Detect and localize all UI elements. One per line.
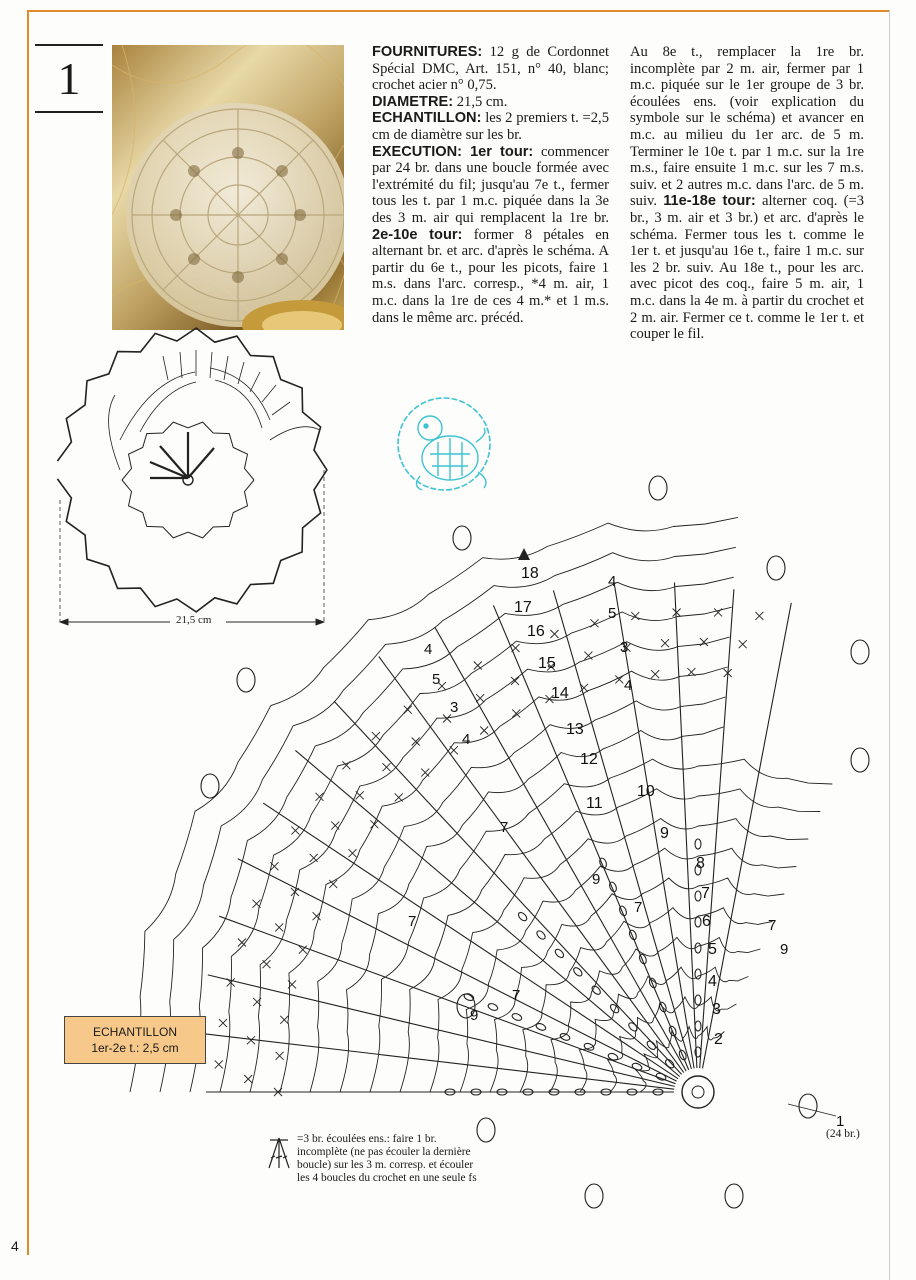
svg-text:9: 9 (470, 1007, 479, 1024)
chart-chain-stitch (695, 995, 701, 1005)
chart-single-crochet (584, 652, 592, 660)
chart-stitch-column (675, 583, 697, 1069)
chart-chain-stitch (627, 1021, 638, 1032)
round-label-5: 5 (708, 941, 717, 958)
echantillon-box-value: 1er-2e t.: 2,5 cm (91, 1041, 179, 1055)
chart-single-crochet (383, 763, 391, 771)
chart-chain-stitch (487, 1002, 499, 1011)
chart-single-crochet (276, 1052, 284, 1060)
round-label-7: 7 (701, 885, 710, 902)
chart-single-crochet (349, 849, 357, 857)
round-label-14: 14 (551, 685, 569, 702)
chart-picot (649, 476, 667, 500)
round-label-18: 18 (521, 565, 539, 582)
chart-single-crochet (739, 640, 747, 648)
chart-single-crochet (511, 677, 519, 685)
crochet-chart (130, 476, 869, 1208)
chart-single-crochet (331, 822, 339, 830)
svg-text:4: 4 (462, 731, 471, 748)
chart-picot (851, 640, 869, 664)
round-label-10: 10 (637, 783, 655, 800)
outline-inner-details (109, 350, 320, 538)
svg-text:9: 9 (592, 871, 601, 888)
echantillon-label: ECHANTILLON: (372, 110, 482, 127)
chart-single-crochet (356, 791, 364, 799)
chart-single-crochet (372, 732, 380, 740)
chart-chain-stitch (664, 1058, 675, 1069)
chart-single-crochet (700, 638, 708, 646)
svg-text:4: 4 (424, 641, 433, 658)
chart-chain-stitch (695, 1021, 701, 1031)
chart-chain-stitch (628, 929, 637, 941)
chart-stitch-column (379, 657, 684, 1073)
chart-center-ring (682, 1076, 714, 1108)
svg-text:7: 7 (408, 913, 417, 930)
round-label-6: 6 (702, 913, 711, 930)
svg-text:7: 7 (768, 917, 777, 934)
round-label-3: 3 (712, 1001, 721, 1018)
chart-round-arc (430, 819, 808, 1093)
chart-chain-stitch (554, 948, 565, 959)
turtle-stamp (398, 398, 490, 490)
chart-chain-stitch (535, 929, 546, 940)
chart-picot (585, 1184, 603, 1208)
dimension-guides (60, 470, 324, 622)
chart-single-crochet (342, 761, 350, 769)
chart-round-arc (400, 789, 820, 1092)
chart-round-arc (130, 517, 738, 1092)
chart-single-crochet (280, 1016, 288, 1024)
tour11-label: 11e-18e tour: (663, 193, 756, 210)
chart-single-crochet (244, 1075, 252, 1083)
chart-single-crochet (651, 670, 659, 678)
chart-chain-stitch (648, 977, 657, 989)
three-dc-cluster-icon (266, 1136, 292, 1172)
tour2-text: former 8 pétales en alternant br. et arc. d'après le schéma. A partir du 6e t., pour les picots, faire 1 m.s. dans l'arc. corresp., *4 m. air, 1 m.c. dans la 1re de ces 4 m.* et 1 m.s. dans le même arc. précéd. (372, 226, 609, 326)
chart-picot (477, 1118, 495, 1142)
chart-single-crochet (310, 854, 318, 862)
chart-round-labels (514, 565, 844, 1130)
chart-chain-stitch (517, 911, 528, 922)
round-label-12: 12 (580, 751, 598, 768)
chart-single-crochet (275, 923, 283, 931)
chart-single-crochet (263, 960, 271, 968)
chart-single-crochet (480, 727, 488, 735)
chart-single-crochet (450, 746, 458, 754)
chart-single-crochet (673, 609, 681, 617)
chart-stitch-column (238, 859, 677, 1081)
chart-chain-stitch (695, 969, 701, 979)
svg-text:3: 3 (450, 699, 459, 716)
svg-text:4: 4 (624, 677, 633, 694)
chart-single-crochet (755, 612, 763, 620)
chart-single-crochet (253, 900, 261, 908)
round-label-17: 17 (514, 599, 532, 616)
svg-text:4: 4 (608, 573, 617, 590)
chart-single-crochet (476, 694, 484, 702)
chart-single-crochet (247, 1036, 255, 1044)
chart-single-crochet (714, 608, 722, 616)
chart-single-crochet (421, 769, 429, 777)
round-label-2: 2 (714, 1031, 723, 1048)
chart-picot (725, 1184, 743, 1208)
chart-round-arc (310, 697, 726, 1092)
col2-text-b: alterner coq. (=3 br., 3 m. air et 3 br.) et arc. d'après le schéma. Fermer tous les t. comme le 1er t. et jusqu'au 16e t., faire 1 m.c. sur les 2 br. suiv. Au 18e t., pour les arc. avec picot des coq., faire 5 m. air, 1 m.c. dans la 4e m. à partir du crochet et 2 m. air. Fermer ce t. comme le 1er t. et couper le fil. (630, 193, 864, 343)
svg-text:7: 7 (500, 819, 509, 836)
execution-label: EXECUTION: 1er tour: (372, 143, 534, 160)
chart-stitch-column (295, 750, 679, 1076)
chart-chain-stitch (511, 1012, 523, 1021)
page-number: 4 (11, 1238, 19, 1254)
round-label-4: 4 (708, 973, 717, 990)
round-label-16: 16 (527, 623, 545, 640)
dimension-label: 21,5 cm (176, 614, 212, 626)
chart-stitch-column (553, 590, 691, 1069)
diametre-text: 21,5 cm. (453, 93, 508, 110)
round-label-15: 15 (538, 655, 556, 672)
chart-picot (237, 668, 255, 692)
chart-round-arc (250, 637, 730, 1092)
chart-chain-stitch (609, 1003, 620, 1014)
svg-text:7: 7 (512, 987, 521, 1004)
chart-single-crochet (291, 827, 299, 835)
fournitures-text: 12 g de Cordonnet Spécial DMC, Art. 151, n° 40, blanc; crochet acier n° 0,75. (372, 44, 609, 94)
chart-single-crochet (395, 793, 403, 801)
chart-chain-stitch (695, 839, 701, 849)
svg-text:7: 7 (634, 899, 643, 916)
fournitures-label: FOURNITURES: (372, 44, 483, 60)
execution-text: commencer par 24 br. dans une boucle formée avec l'extrémité du fil; jusqu'au 7e t., fermer tous les t. par 1 m.c. piquée dans la 3e des 3 m. air qui remplacent la 1re br. (372, 143, 610, 226)
chart-round-arc (190, 577, 734, 1092)
echantillon-text: les 2 premiers t. =2,5 cm de diamètre sur les br. (372, 110, 609, 143)
chart-single-crochet (551, 630, 559, 638)
round-label-9: 9 (660, 825, 669, 842)
svg-text:9: 9 (780, 941, 789, 958)
chart-single-crochet (238, 939, 246, 947)
svg-text:5: 5 (608, 605, 617, 622)
chart-picot (767, 556, 785, 580)
chart-chain-stitch (535, 1022, 547, 1031)
chart-single-crochet (219, 1019, 227, 1027)
doily-outline-diagram (57, 328, 327, 612)
round-label-13: 13 (566, 721, 584, 738)
chart-chain-stitch (695, 917, 701, 927)
chart-single-crochet (512, 644, 520, 652)
chart-single-crochet (404, 706, 412, 714)
chart-picot (799, 1094, 817, 1118)
chart-picot (453, 526, 471, 550)
round-label-11: 11 (586, 795, 603, 812)
diametre-label: DIAMETRE: (372, 93, 454, 110)
round-label-8: 8 (696, 855, 705, 872)
start-marker (518, 548, 530, 560)
chart-single-crochet (370, 820, 378, 828)
chart-round-arc (460, 848, 796, 1092)
echantillon-box (64, 1016, 206, 1064)
start-round-count: (24 br.) (826, 1128, 860, 1140)
svg-text:5: 5 (432, 671, 441, 688)
chart-round-arc (340, 727, 723, 1092)
chart-single-crochet (291, 888, 299, 896)
legend-text: =3 br. écoulées ens.: faire 1 br. incomplète (ne pas écouler la dernière boucle) sur les 3 m. corresp. et écouler les 4 boucles du crochet en une seule fs (297, 1133, 477, 1184)
chart-single-crochet (474, 662, 482, 670)
svg-text:3: 3 (620, 639, 629, 656)
pattern-number: 1 (57, 53, 81, 104)
chart-round-arc (160, 547, 736, 1092)
chart-picot (201, 774, 219, 798)
chart-single-crochet (661, 639, 669, 647)
echantillon-box-title: ECHANTILLON (92, 1025, 178, 1039)
chart-single-crochet (215, 1060, 223, 1068)
chart-picot (851, 748, 869, 772)
col2-text-a: Au 8e t., remplacer la 1re br. incomplète par 2 m. air, fermer par 1 m.c. piquée sur le 1er groupe de 3 br. écoulées ens. (voir explication du symbole sur le schéma) et avancer en m.c. au milieu du 1er arc. de 5 m. Terminer le 10e t. par 1 m.c. sur la 1re m.s., faire ensuite 1 m.c. sur les 7 m.s. suiv. et 2 autres m.c. dans l'arc. de 5 m. suiv. (630, 44, 864, 210)
tour2-label: 2e-10e tour: (372, 226, 463, 243)
start-round-label: 1 (836, 1113, 845, 1130)
